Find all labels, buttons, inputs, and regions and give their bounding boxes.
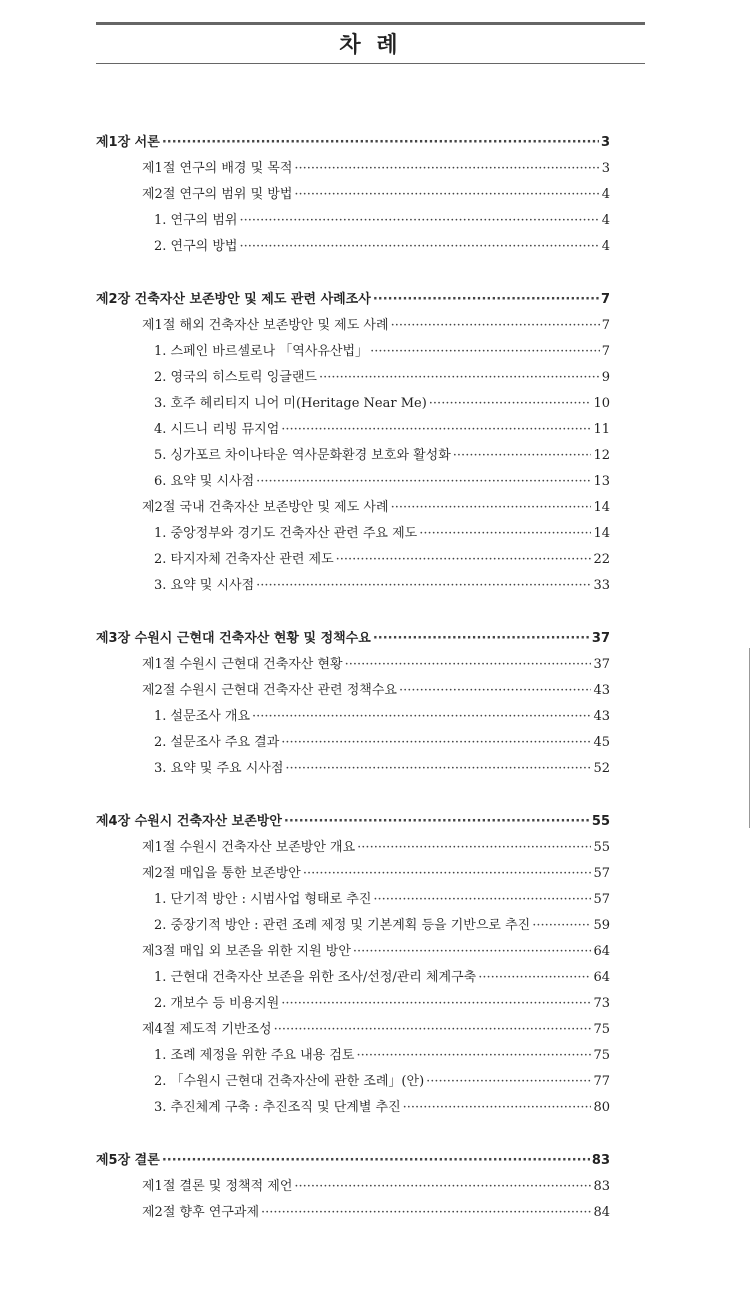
toc-entry-label: 제1절 수원시 근현대 건축자산 현황 [142,657,343,672]
toc-page-number: 7 [601,318,610,333]
toc-dot-leader [453,443,592,469]
toc-sub-entry[interactable] [96,1069,610,1095]
toc-section-entry[interactable] [96,313,610,339]
toc-entry-label: 제2절 매입을 통한 보존방안 [142,866,301,881]
toc-dot-leader [419,521,591,547]
toc-dot-leader [353,939,592,965]
toc-page-number: 57 [593,892,610,907]
toc-entry-label: 2. 연구의 방법 [154,239,238,254]
toc-dot-leader [252,704,591,730]
toc-sub-entry[interactable] [96,547,610,573]
toc-chapter-gap [96,782,610,809]
title-bottom-rule [96,63,645,64]
toc-entry-label: 4. 시드니 리빙 뮤지엄 [154,422,280,437]
toc-section-entry[interactable] [96,652,610,678]
toc-entry-label: 제1절 결론 및 정책적 제언 [142,1179,293,1194]
toc-dot-leader [336,547,592,573]
toc-page-number: 64 [593,970,610,985]
toc-page-number: 59 [593,918,610,933]
toc-entry-label: 제2절 연구의 범위 및 방법 [142,187,293,202]
toc-dot-leader [356,1043,591,1069]
toc-page-number: 37 [593,657,610,672]
toc-entry-label: 2. 중장기적 방안 : 관련 조례 제정 및 기본계획 등을 기반으로 추진 [154,918,531,933]
toc-entry-label: 제3장 수원시 근현대 건축자산 현황 및 정책수요 [96,631,371,646]
toc-entry-label: 6. 요약 및 시사점 [154,474,255,489]
page-title: 차 례 [339,33,402,58]
toc-page-number: 83 [591,1153,610,1168]
toc-entry-label: 제3절 매입 외 보존을 위한 지원 방안 [142,944,351,959]
toc-page-number: 3 [601,161,610,176]
toc-page-number: 12 [593,448,610,463]
toc-page-number: 83 [593,1179,610,1194]
toc-sub-entry[interactable] [96,365,610,391]
toc-page-number: 73 [593,996,610,1011]
toc-page-number: 57 [593,866,610,881]
toc-section-entry[interactable] [96,678,610,704]
toc-entry-label: 제1절 수원시 건축자산 보존방안 개요 [142,840,356,855]
toc-sub-entry[interactable] [96,887,610,913]
toc-page-number: 10 [593,396,610,411]
toc-chapter-gap [96,1121,610,1148]
toc-sub-entry[interactable] [96,1043,610,1069]
toc-sub-entry[interactable] [96,573,610,599]
toc-chapter-entry[interactable] [96,809,610,835]
toc-sub-entry[interactable] [96,417,610,443]
toc-chapter-entry[interactable] [96,287,610,313]
toc-entry-label: 2. 타지자체 건축자산 관련 제도 [154,552,334,567]
toc-dot-leader [373,287,599,313]
toc-dot-leader [294,1174,591,1200]
toc-entry-label: 1. 설문조사 개요 [154,709,251,724]
toc-dot-leader [284,809,590,835]
toc-page-number: 37 [591,631,610,646]
toc-entry-label: 제4절 제도적 기반조성 [142,1022,272,1037]
toc-entry-label: 3. 요약 및 주요 시사점 [154,761,284,776]
toc-section-entry[interactable] [96,182,610,208]
toc-entry-label: 1. 연구의 범위 [154,213,238,228]
title-top-rule [96,22,645,25]
toc-page-number: 75 [593,1022,610,1037]
toc-sub-entry[interactable] [96,469,610,495]
toc-page-number: 43 [593,709,610,724]
toc-page-number: 4 [601,187,610,202]
toc-page-number: 75 [593,1048,610,1063]
toc-page-number: 45 [593,735,610,750]
toc-page-number: 43 [593,683,610,698]
toc-section-entry[interactable] [96,835,610,861]
toc-entry-label: 제2절 수원시 근현대 건축자산 관련 정책수요 [142,683,397,698]
toc-dot-leader [373,887,591,913]
toc-page-number: 4 [601,213,610,228]
toc-dot-leader [261,1200,591,1226]
toc-sub-entry[interactable] [96,704,610,730]
toc-entry-label: 제5장 결론 [96,1153,160,1168]
toc-dot-leader [274,1017,592,1043]
toc-sub-entry[interactable] [96,965,610,991]
toc-entry-label: 2. 영국의 히스토릭 잉글랜드 [154,370,317,385]
toc-page-number: 52 [593,761,610,776]
toc-sub-entry[interactable] [96,756,610,782]
toc-dot-leader [403,1095,592,1121]
toc-page-number: 4 [601,239,610,254]
toc-entry-label: 3. 요약 및 시사점 [154,578,255,593]
toc-sub-entry[interactable] [96,391,610,417]
toc-sub-entry[interactable] [96,234,610,260]
toc-sub-entry[interactable] [96,521,610,547]
toc-dot-leader [303,861,592,887]
toc-sub-entry[interactable] [96,339,610,365]
toc-section-entry[interactable] [96,1174,610,1200]
toc-chapter-gap [96,599,610,626]
toc-page-number: 84 [593,1205,610,1220]
toc-entry-label: 제1장 서론 [96,135,160,150]
toc-section-entry[interactable] [96,1017,610,1043]
toc-entry-label: 제1절 해외 건축자산 보존방안 및 제도 사례 [142,318,389,333]
toc-dot-leader [162,130,599,156]
toc-dot-leader [281,417,591,443]
toc-sub-entry[interactable] [96,991,610,1017]
toc-entry-label: 2. 개보수 등 비용지원 [154,996,280,1011]
toc-sub-entry[interactable] [96,730,610,756]
table-of-contents [96,130,610,1226]
toc-dot-leader [281,991,591,1017]
toc-dot-leader [373,626,590,652]
toc-page-number: 7 [600,292,610,307]
toc-dot-leader [239,208,599,234]
toc-entry-label: 1. 단기적 방안 : 시범사업 형태로 추진 [154,892,372,907]
toc-dot-leader [357,835,591,861]
toc-sub-entry[interactable] [96,443,610,469]
toc-entry-label: 제2장 건축자산 보존방안 및 제도 관련 사례조사 [96,292,371,307]
toc-dot-leader [319,365,600,391]
toc-entry-label: 5. 싱가포르 차이나타운 역사문화환경 보호와 활성화 [154,448,451,463]
toc-dot-leader [399,678,591,704]
toc-dot-leader [256,469,591,495]
toc-chapter-entry[interactable] [96,626,610,652]
toc-dot-leader [281,730,591,756]
toc-page-number: 3 [600,135,610,150]
toc-dot-leader [370,339,600,365]
toc-sub-entry[interactable] [96,913,610,939]
toc-entry-label: 3. 추진체계 구축 : 추진조직 및 단계별 추진 [154,1100,401,1115]
toc-page-number: 7 [601,344,610,359]
toc-dot-leader [285,756,591,782]
toc-dot-leader [345,652,592,678]
toc-section-entry[interactable] [96,939,610,965]
toc-chapter-gap [96,260,610,287]
toc-entry-label: 2. 「수원시 근현대 건축자산에 관한 조례」(안) [154,1074,425,1089]
toc-dot-leader [426,1069,591,1095]
toc-entry-label: 제4장 수원시 건축자산 보존방안 [96,814,282,829]
toc-chapter-entry[interactable] [96,130,610,156]
toc-page-number: 64 [593,944,610,959]
toc-entry-label: 2. 설문조사 주요 결과 [154,735,280,750]
toc-page-number: 55 [591,814,610,829]
toc-section-entry[interactable] [96,1200,610,1226]
toc-entry-label: 제2절 국내 건축자산 보존방안 및 제도 사례 [142,500,389,515]
toc-page-number: 13 [593,474,610,489]
toc-chapter-entry[interactable] [96,1148,610,1174]
toc-dot-leader [391,495,592,521]
toc-page-number: 22 [593,552,610,567]
toc-entry-label: 1. 중앙정부와 경기도 건축자산 관련 주요 제도 [154,526,418,541]
toc-dot-leader [239,234,599,260]
toc-page-number: 33 [593,578,610,593]
toc-dot-leader [532,913,591,939]
toc-sub-entry[interactable] [96,208,610,234]
toc-dot-leader [256,573,591,599]
toc-dot-leader [162,1148,590,1174]
toc-dot-leader [429,391,592,417]
toc-page-number: 11 [593,422,610,437]
toc-section-entry[interactable] [96,156,610,182]
toc-dot-leader [294,182,599,208]
toc-dot-leader [391,313,600,339]
toc-page-number: 14 [593,526,610,541]
toc-section-entry[interactable] [96,495,610,521]
toc-sub-entry[interactable] [96,1095,610,1121]
toc-section-entry[interactable] [96,861,610,887]
toc-entry-label: 1. 근현대 건축자산 보존을 위한 조사/선정/관리 체계구축 [154,970,477,985]
toc-page-number: 77 [593,1074,610,1089]
toc-dot-leader [294,156,599,182]
toc-entry-label: 제2절 향후 연구과제 [142,1205,259,1220]
toc-page-number: 80 [593,1100,610,1115]
toc-page-number: 9 [601,370,610,385]
toc-entry-label: 1. 스페인 바르셀로나 「역사유산법」 [154,344,369,359]
toc-entry-label: 제1절 연구의 배경 및 목적 [142,161,293,176]
toc-dot-leader [478,965,591,991]
toc-entry-label: 1. 조례 제정을 위한 주요 내용 검토 [154,1048,355,1063]
toc-entry-label: 3. 호주 헤리티지 니어 미(Heritage Near Me) [154,396,427,411]
toc-page-number: 55 [593,840,610,855]
toc-page-number: 14 [593,500,610,515]
